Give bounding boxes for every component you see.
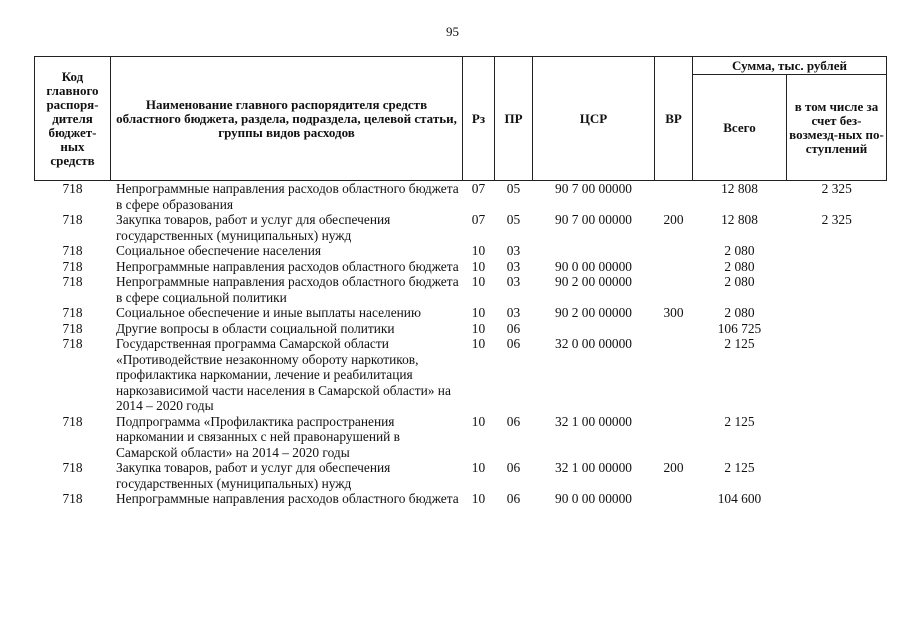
cell-csr (533, 243, 655, 259)
cell-name: Закупка товаров, работ и услуг для обеспечения государственных (муниципальных) нужд (116, 460, 391, 491)
cell-pr: 03 (506, 243, 521, 258)
cell-name: Закупка товаров, работ и услуг для обеспечения государственных (муниципальных) нужд (116, 212, 391, 243)
cell-total: 104 600 (717, 491, 762, 506)
cell-total: 2 080 (724, 274, 755, 289)
cell-vr: 200 (663, 460, 684, 475)
cell-vr: 200 (663, 212, 684, 227)
cell-vr (655, 243, 693, 259)
page-number: 95 (446, 24, 459, 39)
table-body (35, 181, 887, 507)
cell-total: 2 080 (724, 258, 755, 274)
table-row (35, 212, 887, 243)
cell-csr: 90 7 00 00000 (555, 212, 632, 227)
cell-vr (655, 181, 693, 213)
cell-rz: 10 (471, 413, 486, 429)
table-row (35, 414, 887, 461)
cell-vr: 300 (663, 305, 684, 320)
cell-csr: 32 1 00 00000 (555, 413, 632, 429)
table-row (35, 460, 887, 491)
cell-csr: 90 7 00 00000 (555, 181, 632, 196)
table-row (35, 243, 887, 259)
cell-pr: 06 (506, 336, 521, 351)
cell-pr: 06 (506, 491, 521, 506)
cell-rz: 07 (471, 212, 486, 227)
cell-name: Другие вопросы в области социальной политики (116, 320, 395, 336)
cell-vr (655, 414, 693, 461)
cell-pr: 05 (506, 181, 521, 196)
header-name: Наименование главного распорядителя средств областного бюджета, раздела, подраздела, целевой статьи, группы видов расходов (111, 57, 463, 181)
cell-code: 718 (62, 320, 83, 336)
table-row (35, 321, 887, 337)
header-code: Код главного распоря-дителя бюджет-ных средств (35, 57, 111, 181)
cell-incl (787, 305, 887, 321)
cell-total: 2 080 (724, 305, 755, 320)
cell-code: 718 (62, 258, 83, 274)
header-csr: ЦСР (533, 57, 655, 181)
cell-name: Непрограммные направления расходов областного бюджета (116, 258, 459, 274)
cell-name: Непрограммные направления расходов областного бюджета в сфере социальной политики (116, 274, 459, 305)
header-rz: Рз (463, 57, 495, 181)
cell-incl (787, 259, 887, 275)
cell-pr: 03 (506, 274, 521, 289)
cell-pr: 06 (506, 460, 521, 475)
header-vr: ВР (655, 57, 693, 181)
table-row (35, 336, 887, 414)
cell-pr: 06 (506, 320, 521, 336)
cell-csr: 32 1 00 00000 (555, 460, 632, 475)
cell-code: 718 (62, 413, 83, 429)
cell-rz: 10 (471, 243, 486, 258)
header-pr: ПР (495, 57, 533, 181)
cell-code: 718 (62, 181, 83, 196)
cell-incl (787, 321, 887, 337)
cell-pr: 03 (506, 305, 521, 320)
table-row (35, 491, 887, 507)
table-row (35, 305, 887, 321)
cell-code: 718 (62, 336, 83, 351)
cell-csr: 90 0 00 00000 (555, 491, 632, 506)
cell-rz: 10 (471, 460, 486, 475)
cell-pr: 05 (506, 212, 521, 227)
cell-incl: 2 325 (821, 181, 852, 196)
header-sum-group: Сумма, тыс. рублей (693, 57, 887, 75)
cell-incl (787, 243, 887, 259)
cell-rz: 07 (471, 181, 486, 196)
header-total: Всего (693, 75, 787, 181)
cell-pr: 03 (506, 258, 521, 274)
cell-code: 718 (62, 243, 83, 258)
cell-csr: 90 2 00 00000 (555, 274, 632, 289)
header-incl: в том числе за счет без-возмезд-ных по-ступлений (787, 75, 887, 181)
cell-code: 718 (62, 305, 83, 320)
cell-name: Непрограммные направления расходов областного бюджета (116, 491, 459, 506)
cell-incl (787, 274, 887, 305)
budget-table (34, 56, 887, 507)
cell-total: 2 125 (724, 413, 755, 429)
cell-total: 106 725 (717, 320, 762, 336)
cell-name: Социальное обеспечение и иные выплаты населению (116, 305, 421, 320)
cell-name: Государственная программа Самарской области «Противодействие незаконному обороту наркотиков, профилактика наркомании, лечение и реабилитация наркозависимой части населения в Самарской области» на 2014 – 2020 годы (116, 336, 451, 413)
cell-total: 12 808 (721, 181, 758, 196)
cell-rz: 10 (471, 274, 486, 289)
cell-code: 718 (62, 491, 83, 506)
cell-rz: 10 (471, 320, 486, 336)
cell-code: 718 (62, 212, 83, 227)
cell-total: 12 808 (721, 212, 758, 227)
cell-rz: 10 (471, 258, 486, 274)
cell-csr: 32 0 00 00000 (555, 336, 632, 351)
cell-incl (787, 491, 887, 507)
cell-name: Социальное обеспечение населения (116, 243, 322, 258)
table-row (35, 259, 887, 275)
cell-incl (787, 460, 887, 491)
cell-rz: 10 (471, 491, 486, 506)
table-row (35, 181, 887, 213)
cell-total: 2 080 (724, 243, 755, 258)
cell-rz: 10 (471, 305, 486, 320)
cell-code: 718 (62, 274, 83, 289)
cell-total: 2 125 (724, 336, 755, 351)
cell-vr (655, 491, 693, 507)
cell-incl (787, 414, 887, 461)
cell-vr (655, 259, 693, 275)
cell-vr (655, 321, 693, 337)
cell-rz: 10 (471, 336, 486, 351)
cell-name: Непрограммные направления расходов областного бюджета в сфере образования (116, 181, 459, 212)
cell-pr: 06 (506, 413, 521, 429)
cell-vr (655, 336, 693, 414)
cell-vr (655, 274, 693, 305)
cell-name: Подпрограмма «Профилактика распространения наркомании и связанных с ней правонарушений в Самарской области» на 2014 – 2020 годы (116, 413, 401, 460)
cell-total: 2 125 (724, 460, 755, 475)
cell-csr: 90 0 00 00000 (555, 258, 632, 274)
cell-code: 718 (62, 460, 83, 475)
cell-incl (787, 336, 887, 414)
table-header (35, 57, 887, 181)
cell-csr (533, 321, 655, 337)
table-row (35, 274, 887, 305)
cell-incl: 2 325 (821, 212, 852, 227)
cell-csr: 90 2 00 00000 (555, 305, 632, 320)
